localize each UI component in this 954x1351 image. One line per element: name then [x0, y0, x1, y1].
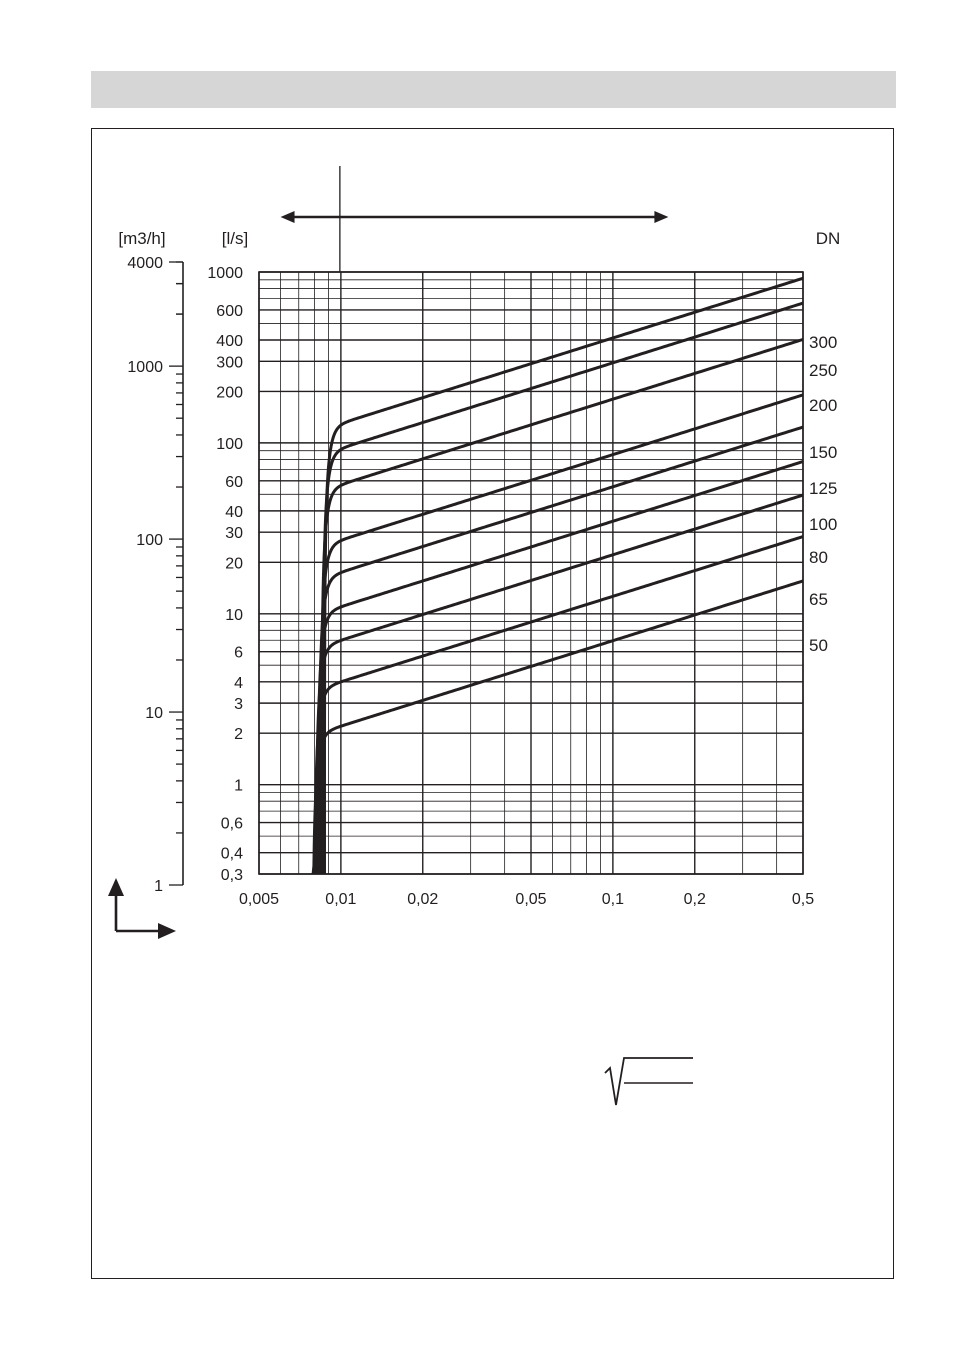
x-tick-label: 0,5	[791, 891, 815, 908]
x-tick-label: 0,01	[325, 891, 357, 908]
series-label: 300	[809, 333, 838, 352]
series-header-label: DN	[815, 229, 841, 248]
y-tick-label: 2	[234, 726, 243, 744]
outer-tick-label: 100	[136, 532, 163, 550]
y-tick-label: 40	[225, 503, 243, 521]
range-arrow-head-left	[281, 211, 295, 223]
chart-ticks	[169, 262, 183, 885]
y-axis-unit-label: [l/s]	[221, 229, 249, 248]
y-tick-label: 300	[216, 354, 243, 372]
dn-curve	[315, 537, 803, 874]
y-tick-label: 200	[216, 384, 243, 402]
series-label: 50	[809, 636, 828, 655]
x-tick-label: 0,2	[683, 891, 706, 908]
series-label: 125	[809, 479, 838, 498]
chart-decorations	[108, 166, 693, 1105]
series-label: 80	[809, 548, 828, 567]
outer-tick-label: 1	[154, 878, 163, 895]
series-label: 200	[809, 396, 838, 415]
y-tick-label: 0,6	[220, 815, 243, 833]
series-label: 250	[809, 361, 838, 380]
outer-axis-unit-label: [m3/h]	[118, 229, 166, 248]
y-tick-label: 60	[225, 473, 243, 491]
dn-curve	[316, 495, 803, 874]
x-tick-label: 0,05	[515, 891, 547, 908]
y-tick-label: 1000	[207, 265, 243, 282]
y-tick-label: 600	[216, 302, 243, 320]
y-tick-label: 6	[234, 644, 243, 662]
outer-tick-label: 1000	[127, 359, 163, 377]
x-tick-label: 0,02	[407, 891, 439, 908]
x-tick-label: 0,1	[601, 891, 625, 908]
x-tick-label: 0,005	[238, 891, 280, 908]
series-label: 150	[809, 443, 838, 462]
range-arrow-head-right	[654, 211, 668, 223]
y-tick-label: 30	[225, 525, 243, 543]
y-tick-label: 20	[225, 555, 243, 573]
sqrt-symbol	[605, 1058, 693, 1105]
y-tick-label: 10	[225, 606, 243, 624]
outer-tick-label: 4000	[127, 255, 163, 272]
y-tick-label: 4	[234, 674, 243, 692]
y-tick-label: 0,4	[220, 845, 243, 863]
y-tick-label: 100	[216, 435, 243, 453]
y-tick-label: 1	[234, 777, 243, 795]
y-tick-label: 400	[216, 333, 243, 351]
series-label: 65	[809, 590, 828, 609]
corner-arrow-up-head	[108, 878, 124, 896]
y-tick-label: 3	[234, 696, 243, 714]
series-label: 100	[809, 515, 838, 534]
outer-tick-label: 10	[145, 705, 163, 723]
chart-labels	[118, 229, 840, 908]
y-tick-label: 0,3	[220, 867, 243, 884]
dn-curve	[322, 339, 803, 874]
corner-arrow-right-head	[158, 923, 176, 939]
